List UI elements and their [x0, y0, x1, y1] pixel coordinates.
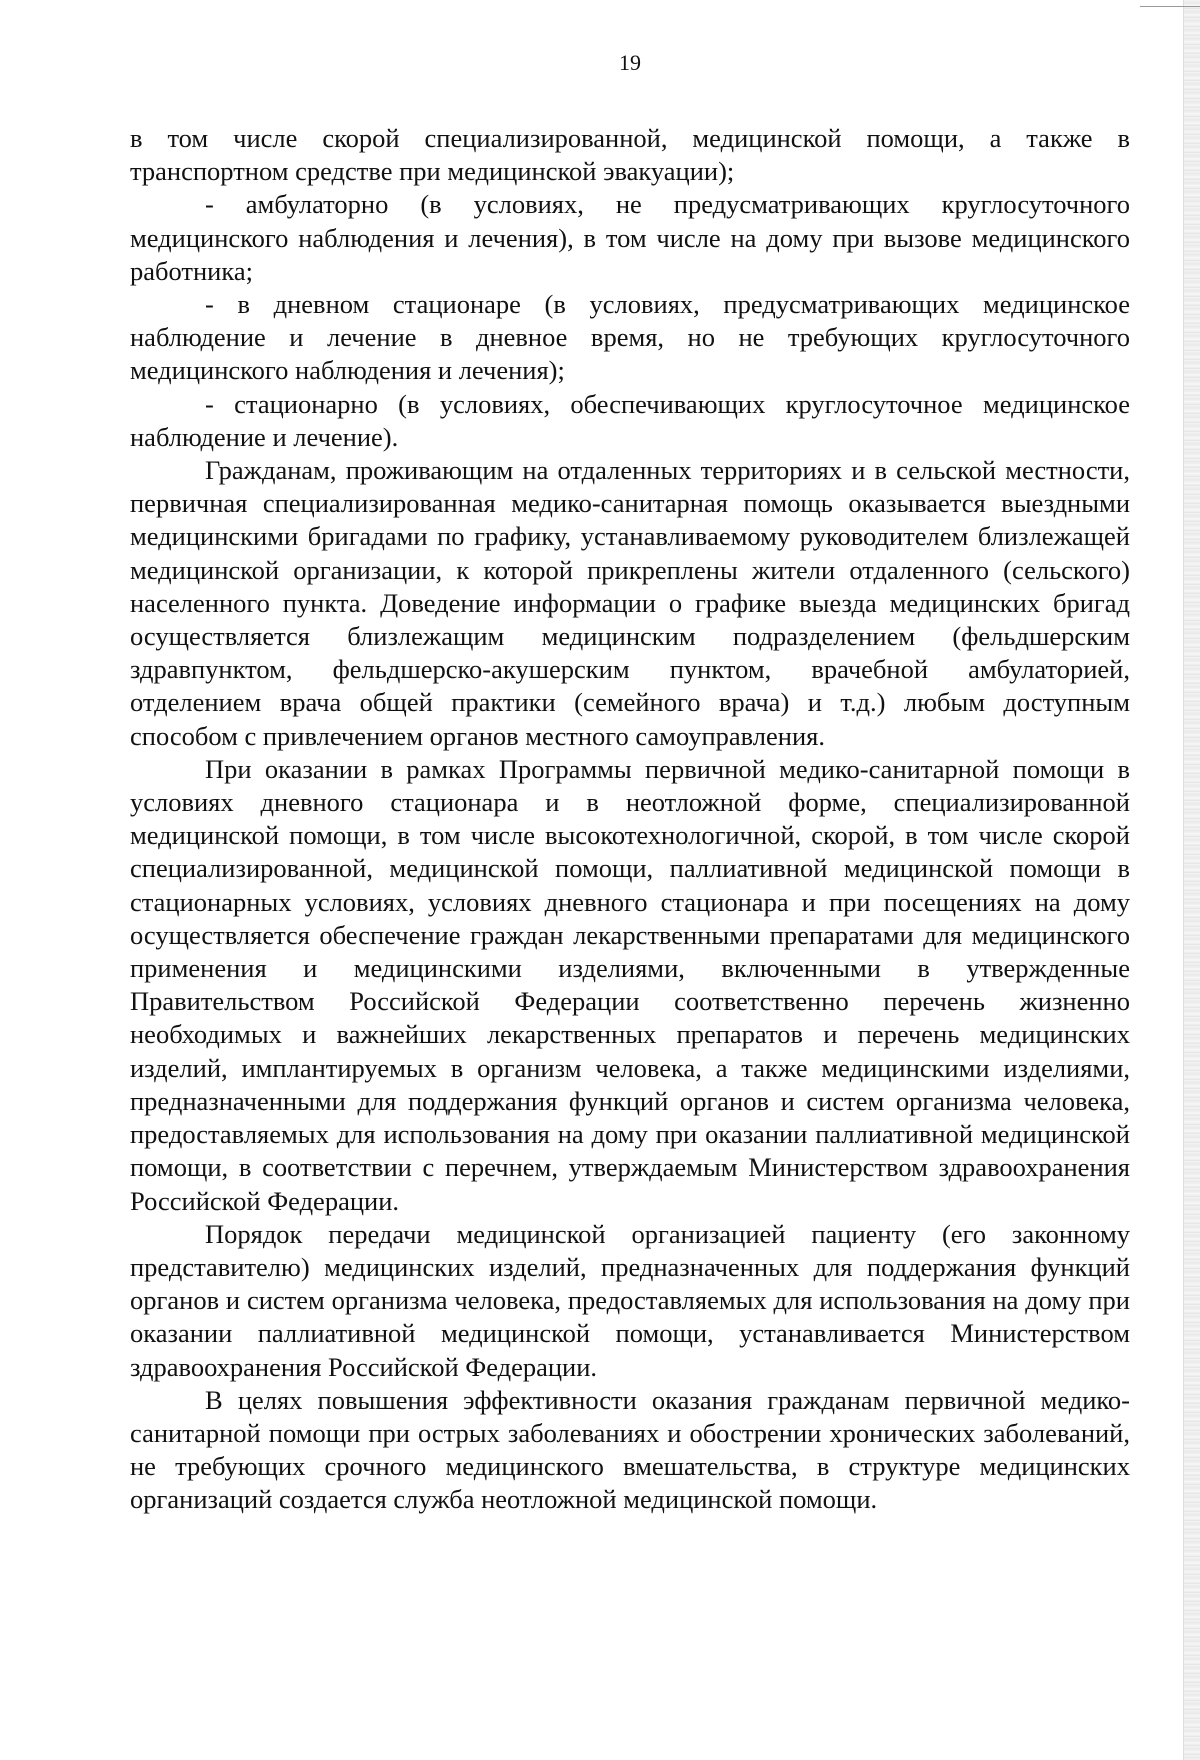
- paragraph-remote-areas: Гражданам, проживающим на отдаленных территориях и в сельской местности, первичная специализированная медико-санитарная помощь оказывается выездными медицинскими бригадами по графику, устанавливаемому руководителем близлежащей медицинской организации, к которой прикреплены жители отдаленного (сельского) населенного пункта. Доведение информации о графике выезда медицинских бригад осуществляется близлежащим медицинским подразделением (фельдшерским здравпунктом, фельдшерско-акушерским пунктом, врачебной амбулаторией, отделением врача общей практики (семейного врача) и т.д.) любым доступным способом с привлечением органов местного самоуправления.: [130, 455, 1130, 751]
- list-item-inpatient: - стационарно (в условиях, обеспечивающих круглосуточное медицинское наблюдение и лечение).: [130, 388, 1130, 452]
- list-item-ambulatory: - амбулаторно (в условиях, не предусматривающих круглосуточного медицинского наблюдения и лечения), в том числе на дому при вызове медицинского работника;: [130, 189, 1130, 286]
- paragraph-device-transfer: Порядок передачи медицинской организацией пациенту (его законному представителю) медицинских изделий, предназначенных для поддержания функций органов и систем организма человека, предоставляемых для использования на дому при оказании паллиативной медицинской помощи, устанавливается Министерством здравоохранения Российской Федерации.: [130, 1218, 1130, 1382]
- paragraph-continuation: в том числе скорой специализированной, медицинской помощи, а также в транспортном средстве при медицинской эвакуации);: [130, 123, 1130, 187]
- paragraph-drug-provision: При оказании в рамках Программы первичной медико-санитарной помощи в условиях дневного стационара и в неотложной форме, специализированной медицинской помощи, в том числе высокотехнологичной, скорой, в том числе скорой специализированной, медицинской помощи, паллиативной медицинской помощи в стационарных условиях, условиях дневного стационара и при посещениях на дому осуществляется обеспечение граждан лекарственными препаратами для медицинского применения и медицинскими изделиями, включенными в утвержденные Правительством Российской Федерации соответственно перечень жизненно необходимых и важнейших лекарственных препаратов и перечень медицинских изделий, имплантируемых в организм человека, а также медицинскими изделиями, предназначенными для поддержания функций органов и систем организма человека, предоставляемых для использования на дому при оказании паллиативной медицинской помощи, в соответствии с перечнем, утверждаемым Министерством здравоохранения Российской Федерации.: [130, 753, 1130, 1216]
- list-item-day-hospital: - в дневном стационаре (в условиях, предусматривающих медицинское наблюдение и лечение в дневное время, но не требующих круглосуточного медицинского наблюдения и лечения);: [130, 289, 1130, 386]
- scan-edge-mark: [1140, 0, 1200, 7]
- paragraph-emergency-service: В целях повышения эффективности оказания гражданам первичной медико-санитарной помощи при острых заболеваниях и обострении хронических заболеваний, не требующих срочного медицинского вмешательства, в структуре медицинских организаций создается служба неотложной медицинской помощи.: [130, 1384, 1130, 1515]
- scan-edge: [1183, 0, 1200, 1760]
- document-body: [130, 122, 1130, 1517]
- page-number: 19: [619, 50, 641, 75]
